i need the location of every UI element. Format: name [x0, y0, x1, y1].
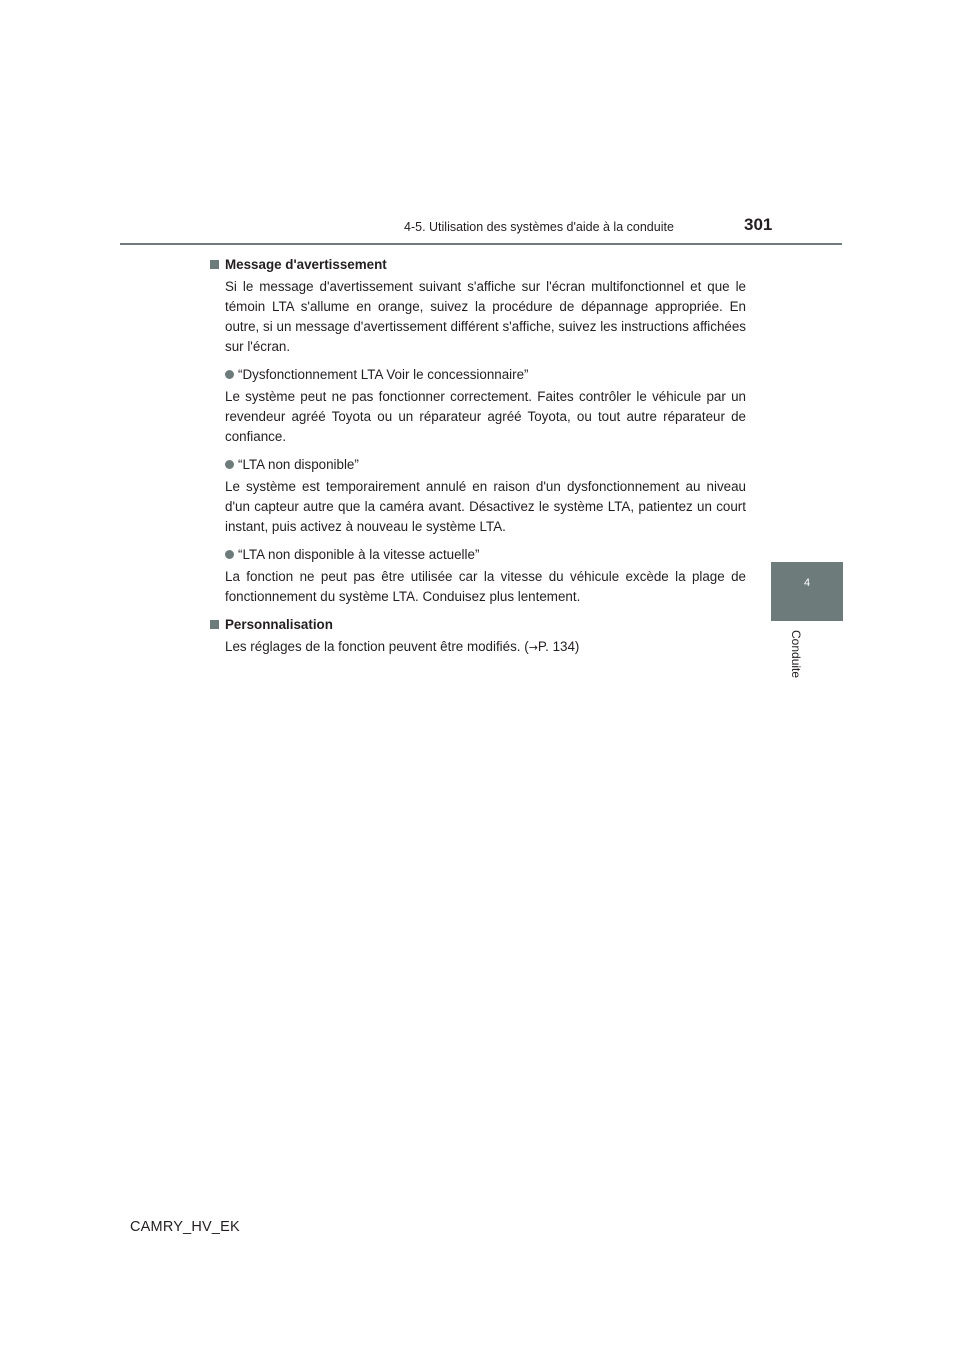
warning-heading-text: Message d'avertissement [225, 257, 387, 272]
footer-model-code: CAMRY_HV_EK [130, 1219, 240, 1235]
warning-item-title: “LTA non disponible” [238, 457, 359, 472]
round-bullet-icon [225, 370, 234, 379]
chapter-tab [771, 562, 843, 621]
warning-item-text: Le système peut ne pas fonctionner correctement. Faites contrôler le véhicule par un revendeur agréé Toyota ou un réparateur agréé Toyota, ou tout autre réparateur de confiance. [225, 389, 746, 444]
warning-item-heading [225, 545, 746, 565]
main-content [210, 255, 746, 666]
page-reference-link[interactable]: P. 134) [537, 639, 580, 654]
header-divider [120, 243, 842, 245]
square-bullet-icon [210, 620, 219, 629]
warning-item-title: “LTA non disponible à la vitesse actuelle” [238, 547, 480, 562]
round-bullet-icon [225, 550, 234, 559]
customization-paragraph [225, 637, 746, 658]
reference-arrow-icon: → [528, 641, 538, 654]
warning-item-title: “Dysfonctionnement LTA Voir le concessionnaire” [238, 367, 529, 382]
warning-item-heading [225, 365, 746, 385]
square-bullet-icon [210, 260, 219, 269]
customization-heading-text: Personnalisation [225, 617, 333, 632]
warning-intro-paragraph: Si le message d'avertissement suivant s'affiche sur l'écran multifonctionnel et que le témoin LTA s'allume en orange, suivez la procédure de dépannage appropriée. En outre, si un message d'avertissement différent s'affiche, suivez les instructions affichées sur l'écran. [225, 279, 746, 354]
warning-section-heading [210, 255, 746, 275]
customization-text: Les réglages de la fonction peuvent être modifiés. ( [225, 639, 529, 654]
header-section-title: 4-5. Utilisation des systèmes d'aide à la conduite [404, 220, 674, 234]
warning-item-text: Le système est temporairement annulé en raison d'un dysfonctionnement au niveau d'un capteur autre que la caméra avant. Désactivez le système LTA, patientez un court instant, puis activez à nouveau le système LTA. [225, 479, 746, 534]
customization-section-heading [210, 615, 746, 635]
chapter-label: Conduite [789, 630, 803, 679]
chapter-number: 4 [803, 577, 811, 589]
round-bullet-icon [225, 460, 234, 469]
warning-item-text: La fonction ne peut pas être utilisée car la vitesse du véhicule excède la plage de fonctionnement du système LTA. Conduisez plus lentement. [225, 569, 746, 604]
page-number: 301 [744, 215, 773, 234]
warning-item-heading [225, 455, 746, 475]
